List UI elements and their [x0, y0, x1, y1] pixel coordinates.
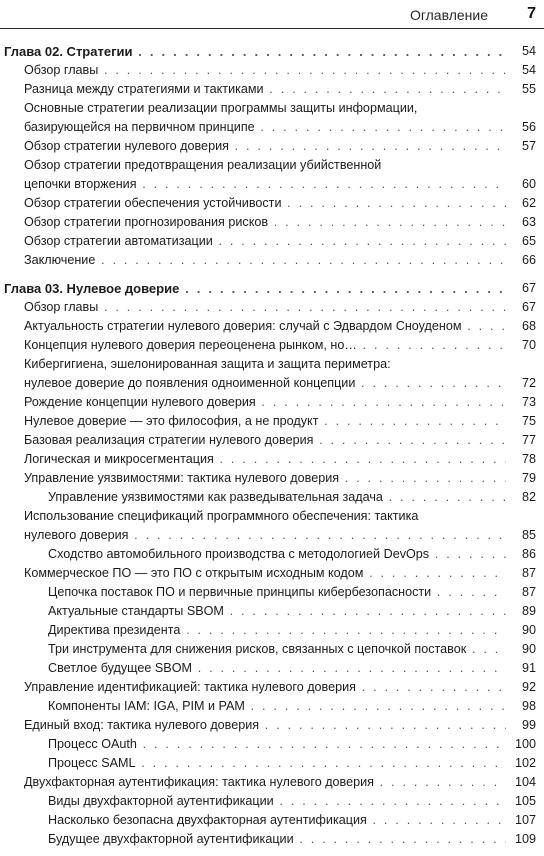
entry-title: Глава 03. Нулевое доверие [4, 281, 180, 296]
entry-page-number: 82 [506, 488, 536, 507]
dot-leader [431, 585, 514, 599]
entry-line [48, 811, 514, 830]
table-of-contents [0, 42, 544, 849]
toc-subentry[interactable] [0, 811, 544, 830]
entry-title: Обзор главы [24, 63, 99, 77]
toc-subentry[interactable] [0, 659, 544, 678]
entry-line [48, 621, 514, 640]
toc-entry[interactable] [0, 298, 544, 317]
entry-line [24, 564, 514, 583]
entry-title: Обзор стратегии автоматизации [24, 234, 213, 248]
entry-line [24, 716, 514, 735]
dot-leader [213, 234, 514, 248]
entry-title: Светлое будущее SBOM [48, 661, 192, 675]
entry-line [48, 735, 514, 754]
entry-title: Обзор стратегии обеспечения устойчивости [24, 196, 282, 210]
dot-leader [383, 490, 514, 504]
toc-entry[interactable] [0, 336, 544, 355]
entry-line [24, 526, 514, 545]
entry-title: Актуальные стандарты SBOM [48, 604, 224, 618]
entry-line [48, 583, 514, 602]
dot-leader [137, 177, 514, 191]
toc-entry[interactable] [0, 507, 544, 545]
entry-line [24, 298, 514, 317]
entry-page-number: 62 [506, 194, 536, 213]
toc-subentry[interactable] [0, 640, 544, 659]
entry-title: цепочки вторжения [24, 177, 137, 191]
dot-leader [268, 215, 514, 229]
entry-title: Цепочка поставок ПО и первичные принципы кибербезопасности [48, 585, 432, 599]
entry-page-number: 87 [506, 583, 536, 602]
entry-title: Заключение [24, 253, 96, 267]
entry-title: Обзор стратегии нулевого доверия [24, 139, 229, 153]
entry-title: Сходство автомобильного производства с методологией DevOps [48, 547, 430, 561]
toc-subentry[interactable] [0, 545, 544, 564]
toc-entry[interactable] [0, 232, 544, 251]
entry-page-number: 102 [506, 754, 536, 773]
entry-page-number: 67 [506, 279, 536, 298]
entry-title: Три инструмента для снижения рисков, связанных с цепочкой поставок [48, 642, 467, 656]
entry-page-number: 79 [506, 469, 536, 488]
dot-leader [256, 395, 514, 409]
dot-leader [137, 737, 514, 751]
entry-page-number: 73 [506, 393, 536, 412]
entry-line [24, 374, 514, 393]
entry-page-number: 105 [506, 792, 536, 811]
entry-title: Двухфакторная аутентификация: тактика нулевого доверия [24, 775, 374, 789]
entry-page-number: 55 [506, 80, 536, 99]
entry-title-line1: Обзор стратегии предотвращения реализации убийственной [24, 158, 382, 172]
toc-subentry[interactable] [0, 830, 544, 849]
entry-line [24, 80, 514, 99]
entry-page-number: 54 [506, 61, 536, 80]
entry-line [24, 317, 514, 336]
entry-line [24, 678, 514, 697]
entry-title: Обзор стратегии прогнозирования рисков [24, 215, 269, 229]
entry-page-number: 107 [506, 811, 536, 830]
entry-line [48, 640, 514, 659]
entry-page-number: 56 [506, 118, 536, 137]
toc-entry[interactable] [0, 194, 544, 213]
dot-leader [356, 680, 514, 694]
toc-entry[interactable] [0, 251, 544, 270]
entry-page-number: 77 [506, 431, 536, 450]
entry-title: Единый вход: тактика нулевого доверия [24, 718, 260, 732]
entry-title: Процесс OAuth [48, 737, 137, 751]
toc-subentry[interactable] [0, 621, 544, 640]
entry-title: Насколько безопасна двухфакторная аутентификация [48, 813, 367, 827]
entry-line [48, 545, 514, 564]
entry-page-number: 85 [506, 526, 536, 545]
toc-chapter-section [0, 279, 544, 849]
entry-title: Виды двухфакторной аутентификации [48, 794, 274, 808]
entry-page-number: 63 [506, 213, 536, 232]
dot-leader [339, 471, 514, 485]
toc-chapter-section [0, 42, 544, 270]
dot-leader [95, 253, 514, 267]
entry-title: Управление идентификацией: тактика нулевого доверия [24, 680, 356, 694]
entry-title: нулевого доверия [24, 528, 129, 542]
entry-line [24, 194, 514, 213]
entry-title: базирующейся на первичном принципе [24, 120, 255, 134]
entry-page-number: 89 [506, 602, 536, 621]
entry-page-number: 68 [506, 317, 536, 336]
entry-line [24, 412, 514, 431]
entry-line [24, 431, 514, 450]
entry-title: Глава 02. Стратегии [4, 44, 133, 59]
entry-line [48, 754, 514, 773]
toc-subentry[interactable] [0, 602, 544, 621]
entry-page-number: 54 [506, 42, 536, 61]
toc-subentry[interactable] [0, 735, 544, 754]
dot-leader [355, 376, 514, 390]
toc-subentry[interactable] [0, 488, 544, 507]
entry-title: Директива президента [48, 623, 181, 637]
toc-entry[interactable] [0, 431, 544, 450]
dot-leader [374, 775, 514, 789]
entry-title: Нулевое доверие — это философия, а не продукт [24, 414, 319, 428]
entry-page-number: 87 [506, 564, 536, 583]
toc-entry[interactable] [0, 469, 544, 488]
entry-page-number: 92 [506, 678, 536, 697]
dot-leader [132, 44, 514, 59]
entry-page-number: 90 [506, 640, 536, 659]
dot-leader [214, 452, 514, 466]
toc-entry[interactable] [0, 61, 544, 80]
entry-line [24, 175, 514, 194]
dot-leader [357, 338, 514, 352]
toc-subentry[interactable] [0, 697, 544, 716]
toc-entry[interactable] [0, 393, 544, 412]
entry-title-line1: Кибергигиена, эшелонированная защита и защита периметра: [24, 357, 391, 371]
dot-leader [245, 699, 514, 713]
toc-entry[interactable] [0, 450, 544, 469]
entry-line [24, 118, 514, 137]
entry-line [24, 469, 514, 488]
dot-leader [294, 832, 514, 846]
entry-title: Концепция нулевого доверия переоценена рынком, но… [24, 338, 357, 352]
dot-leader [179, 281, 514, 296]
entry-title: Управление уязвимостями как разведывательная задача [48, 490, 383, 504]
dot-leader [98, 63, 514, 77]
dot-leader [281, 196, 514, 210]
entry-line [4, 279, 514, 298]
toc-entry[interactable] [0, 716, 544, 735]
entry-line [24, 232, 514, 251]
entry-page-number: 86 [506, 545, 536, 564]
entry-title: Обзор главы [24, 300, 99, 314]
entry-page-number: 65 [506, 232, 536, 251]
entry-page-number: 70 [506, 336, 536, 355]
toc-subentry[interactable] [0, 583, 544, 602]
dot-leader [318, 414, 514, 428]
entry-line [24, 213, 514, 232]
entry-title: Будущее двухфакторной аутентификации [48, 832, 294, 846]
toc-entry[interactable] [0, 213, 544, 232]
dot-leader [224, 604, 514, 618]
dot-leader [429, 547, 514, 561]
running-head [0, 0, 544, 29]
dot-leader [136, 756, 514, 770]
entry-title: Компоненты IAM: IGA, PIM и PAM [48, 699, 245, 713]
dot-leader [264, 82, 514, 96]
dot-leader [98, 300, 514, 314]
entry-page-number: 57 [506, 137, 536, 156]
toc-entry[interactable] [0, 137, 544, 156]
toc-entry[interactable] [0, 564, 544, 583]
toc-entry[interactable] [0, 80, 544, 99]
dot-leader [229, 139, 514, 153]
entry-title: Процесс SAML [48, 756, 136, 770]
entry-title: Актуальность стратегии нулевого доверия: случай с Эдвардом Сноуденом [24, 319, 462, 333]
toc-entry[interactable] [0, 678, 544, 697]
entry-line [24, 450, 514, 469]
entry-page-number: 75 [506, 412, 536, 431]
entry-title: Коммерческое ПО — это ПО с открытым исходным кодом [24, 566, 364, 580]
entry-page-number: 90 [506, 621, 536, 640]
entry-line [24, 137, 514, 156]
toc-entry[interactable] [0, 355, 544, 393]
entry-title: нулевое доверие до появления одноименной концепции [24, 376, 356, 390]
toc-entry[interactable] [0, 99, 544, 137]
entry-title: Логическая и микросегментация [24, 452, 214, 466]
entry-page-number: 60 [506, 175, 536, 194]
dot-leader [313, 433, 514, 447]
entry-line [24, 336, 514, 355]
entry-line [24, 61, 514, 80]
toc-entry[interactable] [0, 412, 544, 431]
entry-line [24, 251, 514, 270]
dot-leader [259, 718, 514, 732]
toc-subentry[interactable] [0, 792, 544, 811]
page-number: 7 [527, 5, 536, 22]
entry-line [4, 42, 514, 61]
entry-line [48, 659, 514, 678]
entry-page-number: 78 [506, 450, 536, 469]
entry-line [24, 393, 514, 412]
dot-leader [192, 661, 514, 675]
entry-title: Управление уязвимостями: тактика нулевого доверия [24, 471, 340, 485]
entry-line [24, 773, 514, 792]
entry-title-line1: Основные стратегии реализации программы защиты информации, [24, 101, 418, 115]
entry-line [48, 792, 514, 811]
entry-line [48, 488, 514, 507]
entry-line [48, 602, 514, 621]
entry-title: Базовая реализация стратегии нулевого доверия [24, 433, 314, 447]
entry-page-number: 72 [506, 374, 536, 393]
toc-entry[interactable] [0, 773, 544, 792]
running-head-title: Оглавление [409, 7, 488, 23]
entry-title-line1: Использование спецификаций программного обеспечения: тактика [24, 509, 419, 523]
dot-leader [367, 813, 514, 827]
entry-page-number: 67 [506, 298, 536, 317]
entry-page-number: 99 [506, 716, 536, 735]
dot-leader [255, 120, 514, 134]
dot-leader [363, 566, 514, 580]
entry-title: Разница между стратегиями и тактиками [24, 82, 264, 96]
entry-page-number: 66 [506, 251, 536, 270]
chapter-heading-entry[interactable] [0, 279, 544, 298]
dot-leader [180, 623, 514, 637]
toc-subentry[interactable] [0, 754, 544, 773]
chapter-heading-entry[interactable] [0, 42, 544, 61]
entry-title: Рождение концепции нулевого доверия [24, 395, 256, 409]
dot-leader [274, 794, 514, 808]
toc-entry[interactable] [0, 317, 544, 336]
entry-page-number: 98 [506, 697, 536, 716]
entry-line [48, 697, 514, 716]
dot-leader [128, 528, 514, 542]
entry-page-number: 104 [506, 773, 536, 792]
toc-entry[interactable] [0, 156, 544, 194]
entry-page-number: 100 [506, 735, 536, 754]
entry-page-number: 91 [506, 659, 536, 678]
entry-line [48, 830, 514, 849]
entry-page-number: 109 [506, 830, 536, 849]
